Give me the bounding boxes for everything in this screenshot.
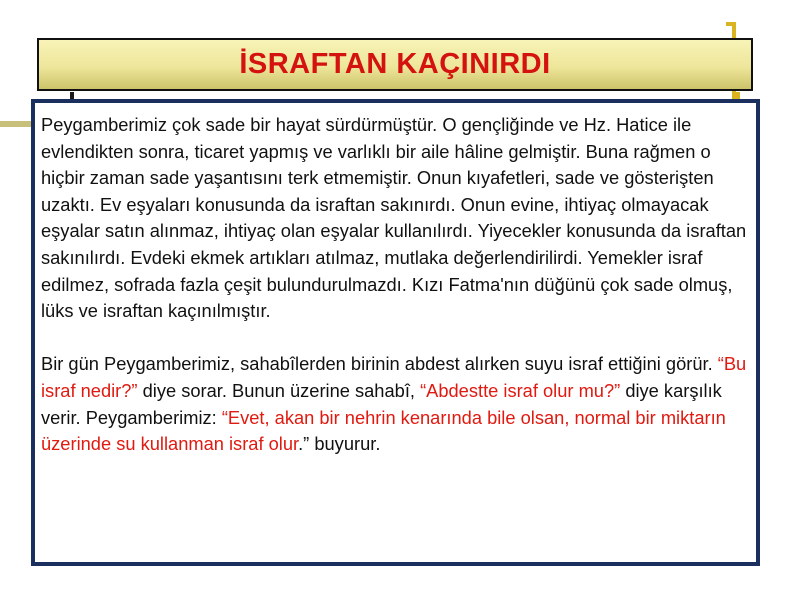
text-segment: diye karşılık verir. Peygamberimiz:	[41, 379, 722, 428]
text-segment: buyurur.	[309, 433, 381, 455]
slide-title: İSRAFTAN KAÇINIRDI	[239, 48, 551, 80]
paragraph-1: Peygamberimiz çok sade bir hayat sürdürmüştür. O gençliğinde ve Hz. Hatice ile evlendikten sonra, ticaret yapmış ve varlıklı bir aile hâline gelmiştir. Buna rağmen o hiçbir zaman sade yaşantısını terk etmemiştir. Onun kıyafetleri, sade ve gösterişten uzaktı. Ev eşyaları konusunda da israftan sakınırdı. Onun evine, ihtiyaç olmayacak eşyalar satın alınmaz, ihtiyaç olan eşyalar kullanılırdı. Yiyecekler konusunda da israftan sakınılırdı. Evdeki ekmek artıkları atılmaz, mutlaka değerlendirilirdi. Yemekler israf edilmez, sofrada fazla çeşit bulundurulmazdı. Kızı Fatma'nın düğünü çok sade olmuş, lüks ve israftan kaçınılmıştır.	[41, 114, 747, 322]
quote-1: “Bu israf nedir?”	[41, 353, 747, 401]
quote-3: “Evet, akan bir nehrin kenarında bile olsan, normal bir miktarın üzerinde su kullanman israf olur	[41, 406, 726, 455]
quote-3-end: .”	[298, 433, 310, 455]
title-banner	[37, 38, 753, 91]
text-segment: diye sorar. Bunun üzerine sahabî,	[137, 379, 421, 401]
quote-2: “Abdestte israf olur mu?”	[420, 379, 621, 401]
content-box	[31, 99, 760, 566]
text-segment: Bir gün Peygamberimiz, sahabîlerden birinin abdest alırken suyu israf ettiğini görür.	[41, 353, 718, 375]
paragraph-2	[41, 351, 748, 457]
